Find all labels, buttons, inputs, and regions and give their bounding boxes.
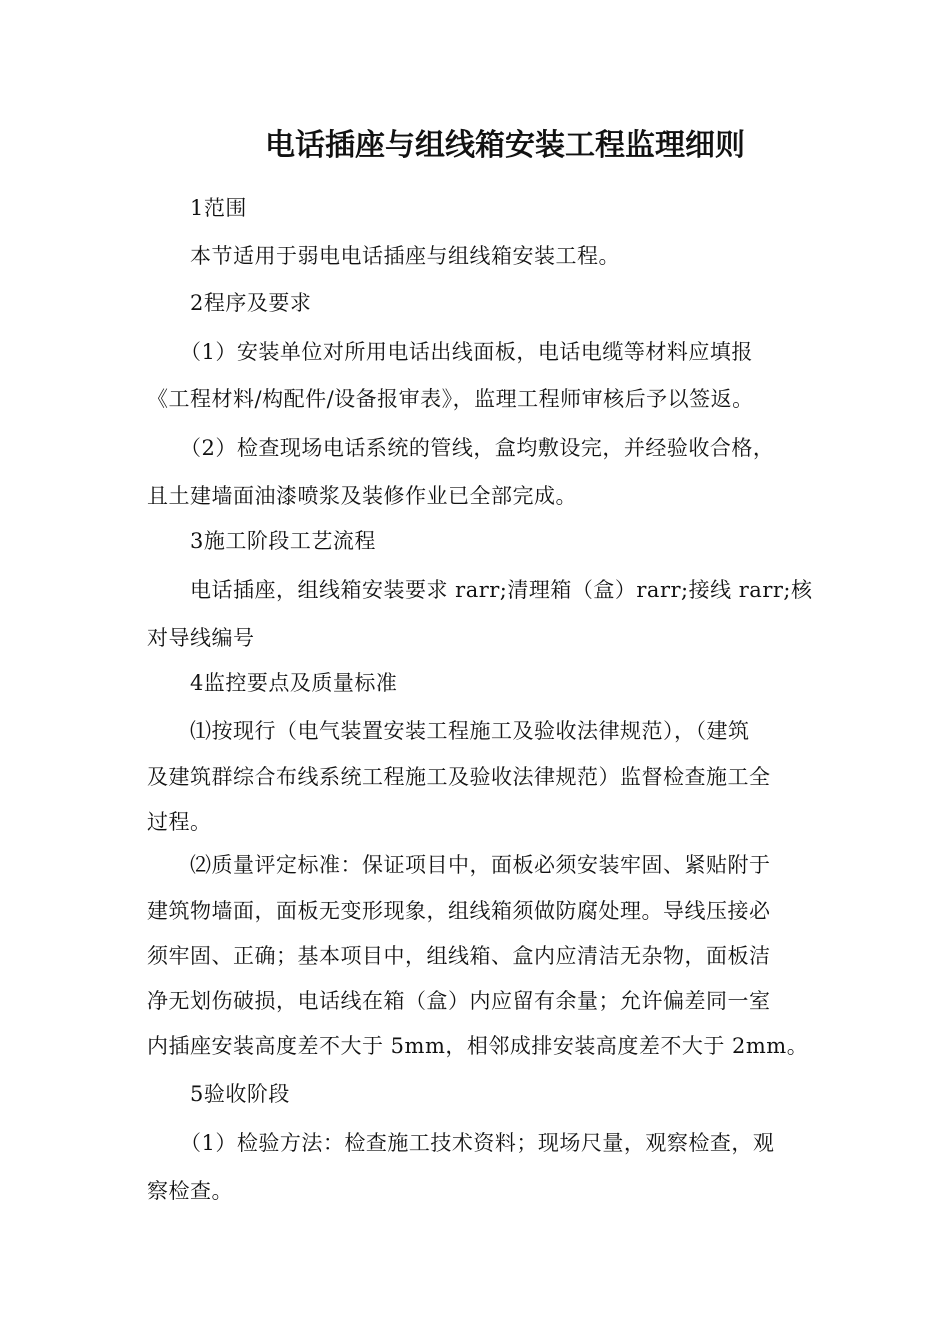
paragraph-line: 对导线编号 [147,626,255,650]
paragraph-line: （1）安装单位对所用电话出线面板，电话电缆等材料应填报 [180,340,753,364]
paragraph-line: 且土建墙面油漆喷浆及装修作业已全部完成。 [147,484,577,508]
section-heading-workflow: 3施工阶段工艺流程 [190,529,376,553]
paragraph-line: 《工程材料/构配件/设备报审表》，监理工程师审核后予以签返。 [147,387,754,411]
paragraph-line: 内插座安装高度差不大于 5mm，相邻成排安装高度差不大于 2mm。 [147,1034,809,1058]
paragraph-line: 过程。 [147,810,212,834]
document-title: 电话插座与组线箱安装工程监理细则 [265,128,745,163]
section-heading-acceptance: 5验收阶段 [190,1082,290,1106]
paragraph-line: 电话插座，组线箱安装要求 rarr;清理箱（盒）rarr;接线 rarr;核 [190,578,813,602]
paragraph-line: 须牢固、正确；基本项目中，组线箱、盒内应清洁无杂物，面板洁 [147,944,771,968]
paragraph-line: 净无划伤破损，电话线在箱（盒）内应留有余量；允许偏差同一室 [147,989,771,1013]
paragraph-line: ⑴按现行（电气装置安装工程施工及验收法律规范），（建筑 [190,719,750,743]
paragraph-line: （1）检验方法：检查施工技术资料；现场尺量，观察检查，观 [180,1131,775,1155]
paragraph-line: 察检查。 [147,1179,233,1203]
section-heading-quality: 4监控要点及质量标准 [190,671,398,695]
paragraph-line: ⑵质量评定标准：保证项目中，面板必须安装牢固、紧贴附于 [190,853,771,877]
paragraph-line: 及建筑群综合布线系统工程施工及验收法律规范）监督检查施工全 [147,765,771,789]
section-heading-procedure: 2程序及要求 [190,291,312,315]
paragraph-line: 本节适用于弱电电话插座与组线箱安装工程。 [190,244,620,268]
section-heading-scope: 1范围 [190,196,247,220]
paragraph-line: （2）检查现场电话系统的管线，盒均敷设完，并经验收合格， [180,436,775,460]
paragraph-line: 建筑物墙面，面板无变形现象，组线箱须做防腐处理。导线压接必 [147,899,771,923]
